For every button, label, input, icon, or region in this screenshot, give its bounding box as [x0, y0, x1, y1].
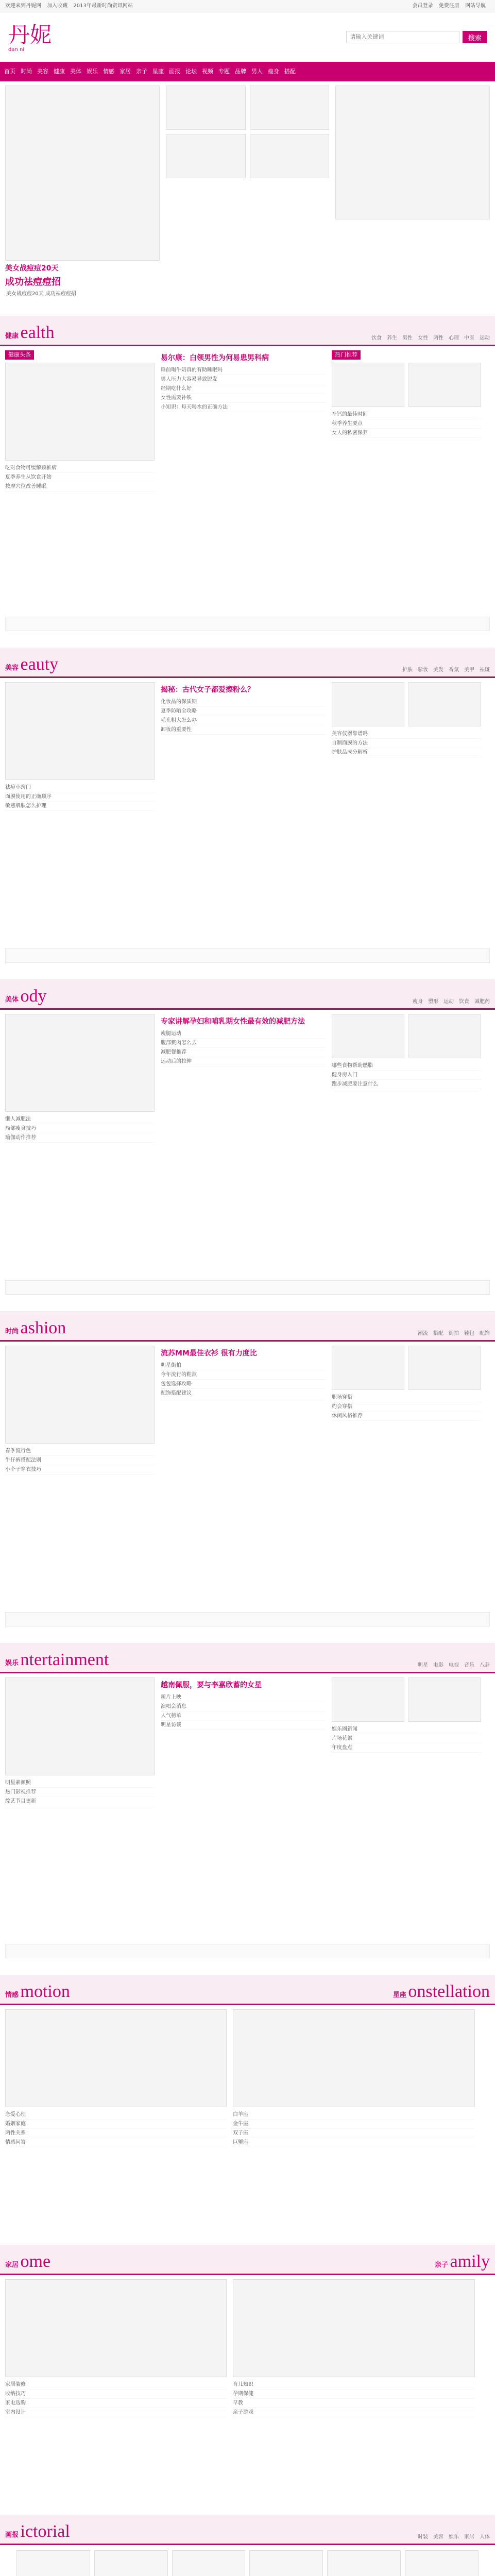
home-item[interactable]: 家电选购: [5, 2399, 227, 2408]
hero-title: 美女战痘痘20天: [5, 264, 59, 273]
health-mid-title[interactable]: 易尔康：白领男性为何易患男科病: [161, 353, 269, 362]
health-link[interactable]: 心理: [449, 335, 459, 341]
ent-right: [332, 1677, 481, 1806]
nav-item[interactable]: 品牌: [235, 67, 246, 75]
health-cn-title: 健康: [5, 332, 19, 340]
ent-left-item[interactable]: 明星素颜照: [5, 1778, 155, 1788]
emotion-list: [5, 2110, 227, 2147]
fashion-left: [5, 1346, 155, 1475]
beauty-left-item[interactable]: 敏感肌肤怎么护理: [5, 802, 155, 811]
body-en-title: ody: [20, 986, 47, 1006]
hero-caption: 美女战痘痘20天 成功祛痘痘招: [6, 291, 76, 297]
beauty-cn-title: 美容: [5, 664, 19, 672]
ent-left-image[interactable]: [5, 1677, 155, 1775]
health-mid-item[interactable]: 女性需要补铁: [161, 394, 326, 403]
ent-left-item[interactable]: 综艺节目更新: [5, 1797, 155, 1806]
body-mid-item[interactable]: 运动后的拉伸: [161, 1057, 326, 1066]
body-mid-item[interactable]: 减肥餐推荐: [161, 1048, 326, 1057]
health-link[interactable]: 运动: [480, 335, 490, 341]
body-links: [413, 998, 490, 1005]
ent-mid-list: [161, 1693, 326, 1730]
top-right: [413, 3, 490, 9]
fashion-left-item[interactable]: 春季流行色: [5, 1447, 155, 1456]
logo-subtext: dan ni: [8, 46, 25, 53]
nav-item[interactable]: 视频: [202, 67, 213, 75]
health-left-image[interactable]: [5, 363, 155, 461]
family-item[interactable]: 育儿知识: [233, 2380, 475, 2389]
ent-mid-title[interactable]: 越南佩服，要与李嘉欣蓄的女星: [161, 1681, 262, 1689]
beauty-mid-item[interactable]: 卸妆的重要性: [161, 725, 326, 735]
nav-item[interactable]: 美容: [37, 67, 48, 75]
family-item[interactable]: 亲子游戏: [233, 2408, 475, 2417]
ent-mid: [161, 1677, 326, 1806]
ent-link[interactable]: 八卦: [480, 1662, 490, 1668]
body-right-thumb[interactable]: [408, 1014, 481, 1058]
pictorial-link[interactable]: 时装: [418, 2534, 428, 2540]
health-right-item[interactable]: 补钙的最佳时间: [332, 410, 481, 419]
ent-left-item[interactable]: 热门影视推荐: [5, 1788, 155, 1797]
fashion-mid-item[interactable]: 今年流行的鞋款: [161, 1370, 326, 1380]
health-link[interactable]: 饮食: [371, 335, 382, 341]
body-banner: [5, 1280, 490, 1295]
home-section: [0, 2245, 495, 2502]
ent-right-thumb[interactable]: [408, 1677, 481, 1722]
family-right: [233, 2279, 475, 2417]
beauty-right-list: [332, 730, 481, 757]
fashion-right-list: [332, 1393, 481, 1421]
health-right-thumb[interactable]: [332, 363, 404, 407]
emotion-cn-title: 情感: [5, 1991, 19, 1999]
body-link[interactable]: 运动: [443, 998, 454, 1005]
fashion-right: [332, 1346, 481, 1475]
logo-text: 丹妮: [8, 22, 52, 48]
emotion-left: [5, 2009, 227, 2147]
home-en-title: ome: [20, 2251, 51, 2271]
hero-thumb[interactable]: [166, 134, 246, 178]
body-mid-item[interactable]: 腹部赘肉怎么去: [161, 1039, 326, 1048]
emotion-item[interactable]: 恋爱心理: [5, 2110, 227, 2120]
emotion-header: [0, 1975, 495, 2005]
beauty-left: [5, 682, 155, 811]
pictorial-gallery: [0, 2550, 495, 2576]
hero-subtitle: 成功祛痘痘招: [5, 277, 61, 288]
health-header: [0, 316, 495, 346]
fashion-link[interactable]: 街拍: [449, 1330, 459, 1336]
search-button[interactable]: 搜索: [463, 31, 487, 43]
ent-right-thumb[interactable]: [332, 1677, 404, 1722]
beauty-en-title: eauty: [20, 654, 59, 674]
beauty-mid-list: [161, 698, 326, 735]
emotion-item[interactable]: 情感问答: [5, 2138, 227, 2147]
health-right-item[interactable]: 秋季养生要点: [332, 419, 481, 429]
constellation-image[interactable]: [233, 2009, 475, 2107]
fashion-body: [0, 1342, 495, 1479]
health-mid-item[interactable]: 小知识：每天喝水的正确方法: [161, 403, 326, 412]
gallery-thumb[interactable]: [405, 2550, 479, 2576]
health-right-item[interactable]: 女人的私密保养: [332, 429, 481, 438]
pictorial-link[interactable]: 娱乐: [449, 2534, 459, 2540]
health-en-title: ealth: [20, 323, 55, 342]
fashion-right-item[interactable]: 约会穿搭: [332, 1402, 481, 1412]
nav-item[interactable]: 家居: [120, 67, 131, 75]
beauty-link[interactable]: 祛斑: [480, 667, 490, 673]
body-body: [0, 1010, 495, 1147]
health-mid-item[interactable]: 睡前喝牛奶真的有助睡眠吗: [161, 366, 326, 375]
emotion-body: [0, 2005, 495, 2151]
gallery-thumb[interactable]: [94, 2550, 168, 2576]
body-left-item[interactable]: 瑜伽动作推荐: [5, 1133, 155, 1143]
hero-image[interactable]: [5, 86, 160, 261]
body-right-list: [332, 1061, 481, 1089]
beauty-banner: [5, 948, 490, 963]
home-cn-title: 家居: [5, 2261, 19, 2269]
body-header: [0, 980, 495, 1010]
body-right: [332, 1014, 481, 1143]
emotion-item[interactable]: 婚姻家庭: [5, 2120, 227, 2129]
top-sitemap[interactable]: 网站导航: [465, 3, 486, 9]
nav-item[interactable]: 论坛: [185, 67, 197, 75]
beauty-section: [0, 648, 495, 967]
pictorial-header: [0, 2515, 495, 2545]
beauty-right-item[interactable]: 护肤品成分解析: [332, 748, 481, 757]
health-section: [0, 316, 495, 635]
home-left: [5, 2279, 227, 2417]
ent-left: [5, 1677, 155, 1806]
health-left-title: 健康头条: [5, 350, 34, 360]
family-cn-title: 亲子: [435, 2261, 449, 2269]
pictorial-en-title: ictorial: [20, 2521, 70, 2541]
beauty-link[interactable]: 彩妆: [418, 667, 428, 673]
fashion-right-item[interactable]: 休闲风格推荐: [332, 1412, 481, 1421]
ent-body: [0, 1673, 495, 1810]
ent-en-title: ntertainment: [20, 1650, 109, 1669]
top-left: [5, 3, 137, 9]
beauty-link[interactable]: 美发: [433, 667, 443, 673]
top-link-2[interactable]: 加入收藏: [47, 3, 68, 9]
beauty-right-item[interactable]: 自制面膜的方法: [332, 739, 481, 748]
beauty-body: [0, 678, 495, 815]
health-left-list: [5, 464, 155, 492]
beauty-right-thumb[interactable]: [408, 682, 481, 726]
gallery-thumb[interactable]: [327, 2550, 401, 2576]
home-item[interactable]: 室内设计: [5, 2408, 227, 2417]
nav-item[interactable]: 娱乐: [87, 67, 98, 75]
health-right-title: 热门推荐: [332, 350, 361, 360]
beauty-left-image[interactable]: [5, 682, 155, 780]
nav-item[interactable]: 男人: [251, 67, 263, 75]
beauty-left-item[interactable]: 祛痘小窍门: [5, 783, 155, 792]
ent-mid-item[interactable]: 新片上映: [161, 1693, 326, 1702]
body-link[interactable]: 饮食: [459, 998, 469, 1005]
body-left-item[interactable]: 局部瘦身技巧: [5, 1124, 155, 1133]
top-link-1[interactable]: 欢迎来到丹妮网: [5, 3, 41, 9]
ent-right-item[interactable]: 娱乐圈新闻: [332, 1725, 481, 1734]
ent-mid-item[interactable]: 明星访谈: [161, 1721, 326, 1730]
pictorial-section: [0, 2515, 495, 2576]
gallery-thumb[interactable]: [249, 2550, 323, 2576]
body-mid-list: [161, 1029, 326, 1066]
body-cn-title: 美体: [5, 995, 19, 1004]
fashion-right-grid: [332, 1346, 481, 1390]
nav-item[interactable]: 首页: [4, 67, 15, 75]
body-right-item[interactable]: 哪些食物帮助燃脂: [332, 1061, 481, 1071]
fashion-link[interactable]: 搭配: [433, 1330, 443, 1336]
body-left-image[interactable]: [5, 1014, 155, 1112]
beauty-link[interactable]: 香氛: [449, 667, 459, 673]
health-mid-item[interactable]: 男人压力大容易导致脱发: [161, 375, 326, 384]
fashion-mid-item[interactable]: 配饰搭配建议: [161, 1389, 326, 1398]
constellation-item[interactable]: 双子座: [233, 2129, 475, 2138]
emotion-en-title: motion: [20, 1981, 70, 2001]
health-link[interactable]: 中医: [464, 335, 474, 341]
gallery-thumb[interactable]: [16, 2550, 90, 2576]
fashion-right-item[interactable]: 职场穿搭: [332, 1393, 481, 1402]
beauty-link[interactable]: 护肤: [402, 667, 413, 673]
nav-item[interactable]: 搭配: [284, 67, 296, 75]
nav-item[interactable]: 情感: [103, 67, 114, 75]
beauty-right: [332, 682, 481, 811]
ent-mid-item[interactable]: 人气榜单: [161, 1711, 326, 1721]
pictorial-link[interactable]: 家居: [464, 2534, 474, 2540]
health-body: [0, 346, 495, 496]
ent-section: [0, 1643, 495, 1962]
home-list: [5, 2380, 227, 2417]
family-item[interactable]: 早教: [233, 2399, 475, 2408]
search-input[interactable]: [346, 31, 459, 43]
hero-left: [5, 86, 160, 299]
body-left: [5, 1014, 155, 1143]
beauty-left-item[interactable]: 面膜使用的正确顺序: [5, 792, 155, 802]
ent-mid-item[interactable]: 演唱会消息: [161, 1702, 326, 1711]
ent-link[interactable]: 电影: [433, 1662, 443, 1668]
nav-item[interactable]: 美体: [70, 67, 81, 75]
health-mid-item[interactable]: 经期吃什么好: [161, 384, 326, 394]
health-mid-list: [161, 366, 326, 412]
health-link[interactable]: 男性: [402, 335, 413, 341]
body-mid: [161, 1014, 326, 1143]
fashion-en-title: ashion: [20, 1318, 66, 1337]
body-right-item[interactable]: 跑步减肥要注意什么: [332, 1080, 481, 1089]
body-link[interactable]: 瘦身: [413, 998, 423, 1005]
gallery-thumb[interactable]: [172, 2550, 246, 2576]
health-right-list: [332, 410, 481, 438]
fashion-left-image[interactable]: [5, 1346, 155, 1444]
pictorial-link[interactable]: 人体: [480, 2534, 490, 2540]
health-mid: [161, 350, 326, 492]
top-login[interactable]: 会员登录: [412, 3, 433, 9]
health-right-thumb[interactable]: [408, 363, 481, 407]
family-en-title: amily: [450, 2251, 490, 2271]
body-left-list: [5, 1115, 155, 1143]
family-item[interactable]: 孕期保健: [233, 2389, 475, 2399]
beauty-mid-item[interactable]: 毛孔粗大怎么办: [161, 716, 326, 725]
fashion-mid-title[interactable]: 流苏MM最佳衣衫 很有力度比: [161, 1349, 257, 1358]
top-register[interactable]: 免费注册: [438, 3, 459, 9]
nav-item[interactable]: 亲子: [136, 67, 147, 75]
emotion-image[interactable]: [5, 2009, 227, 2107]
hero-grid: [166, 86, 329, 178]
pictorial-links: [418, 2534, 490, 2540]
ent-right-list: [332, 1725, 481, 1753]
home-image[interactable]: [5, 2279, 227, 2377]
body-right-grid: [332, 1014, 481, 1058]
home-header: [0, 2245, 495, 2275]
ent-right-item[interactable]: 年度盘点: [332, 1743, 481, 1753]
fashion-mid-list: [161, 1361, 326, 1398]
pictorial-link[interactable]: 美容: [433, 2534, 443, 2540]
fashion-left-item[interactable]: 牛仔裤搭配法则: [5, 1456, 155, 1465]
logo[interactable]: [8, 21, 52, 53]
body-right-item[interactable]: 健身房入门: [332, 1071, 481, 1080]
constellation-item[interactable]: 巨蟹座: [233, 2138, 475, 2147]
fashion-links: [418, 1330, 490, 1337]
fashion-link[interactable]: 配饰: [480, 1330, 490, 1336]
constellation-item[interactable]: 金牛座: [233, 2120, 475, 2129]
health-right: [332, 350, 481, 492]
health-link[interactable]: 女性: [418, 335, 428, 341]
beauty-links: [402, 667, 490, 673]
fashion-right-thumb[interactable]: [332, 1346, 404, 1390]
ent-left-list: [5, 1778, 155, 1806]
body-section: [0, 979, 495, 1299]
hero-thumb[interactable]: [250, 86, 330, 130]
main-navigation: [0, 62, 495, 81]
hero-right-image[interactable]: [335, 86, 490, 219]
health-left-item[interactable]: 吃对食物可缓解颈椎病: [5, 464, 155, 473]
body-mid-item[interactable]: 瘦腿运动: [161, 1029, 326, 1039]
constellation-item[interactable]: 白羊座: [233, 2110, 475, 2120]
health-left-item[interactable]: 按摩穴位改善睡眠: [5, 482, 155, 492]
nav-item[interactable]: 瘦身: [268, 67, 279, 75]
body-right-thumb[interactable]: [332, 1014, 404, 1058]
fashion-mid-item[interactable]: 明星街拍: [161, 1361, 326, 1370]
beauty-left-list: [5, 783, 155, 811]
ent-links: [418, 1662, 490, 1669]
home-item[interactable]: 收纳技巧: [5, 2389, 227, 2399]
beauty-right-thumb[interactable]: [332, 682, 404, 726]
health-right-grid: [332, 363, 481, 407]
home-body: [0, 2275, 495, 2421]
fashion-mid-item[interactable]: 包包选择攻略: [161, 1380, 326, 1389]
health-links: [371, 335, 490, 342]
emotion-section: [0, 1975, 495, 2232]
beauty-mid-item[interactable]: 夏季防晒全攻略: [161, 707, 326, 716]
hero-row: [0, 81, 495, 303]
beauty-header: [0, 648, 495, 678]
health-left: [5, 350, 155, 492]
ent-banner: [5, 1944, 490, 1958]
beauty-right-grid: [332, 682, 481, 726]
hero-mid: [166, 86, 329, 299]
fashion-banner: [5, 1612, 490, 1626]
top-bar: [0, 0, 495, 12]
fashion-right-thumb[interactable]: [408, 1346, 481, 1390]
nav-item[interactable]: 星座: [152, 67, 164, 75]
ent-right-item[interactable]: 片场花絮: [332, 1734, 481, 1743]
home-item[interactable]: 家居装修: [5, 2380, 227, 2389]
health-left-item[interactable]: 夏季养生从饮食开始: [5, 473, 155, 482]
constellation-en-title: onstellation: [408, 1981, 490, 2001]
ent-header: [0, 1643, 495, 1673]
ent-link[interactable]: 音乐: [464, 1662, 474, 1668]
beauty-mid: [161, 682, 326, 811]
fashion-mid: [161, 1346, 326, 1475]
hero-right: [335, 86, 490, 299]
ent-cn-title: 娱乐: [5, 1659, 19, 1667]
beauty-mid-item[interactable]: 化妆品的保质期: [161, 698, 326, 707]
top-link-3[interactable]: 2013年最新时尚资讯网站: [73, 3, 133, 9]
constellation-list: [233, 2110, 475, 2147]
beauty-link[interactable]: 美甲: [464, 667, 474, 673]
nav-item[interactable]: 画报: [169, 67, 180, 75]
fashion-header: [0, 1312, 495, 1342]
fashion-link[interactable]: 潮流: [418, 1330, 428, 1336]
body-link[interactable]: 减肥药: [474, 998, 490, 1005]
beauty-right-item[interactable]: 美容仪器靠谱吗: [332, 730, 481, 739]
health-link[interactable]: 两性: [433, 335, 443, 341]
fashion-left-list: [5, 1447, 155, 1475]
body-left-item[interactable]: 懒人减肥法: [5, 1115, 155, 1124]
ent-link[interactable]: 电视: [449, 1662, 459, 1668]
nav-item[interactable]: 专题: [218, 67, 230, 75]
ent-right-grid: [332, 1677, 481, 1722]
beauty-mid-title[interactable]: 揭秘：古代女子都爱擦粉么？: [161, 685, 254, 694]
search-area: [346, 31, 487, 43]
constellation-right: [233, 2009, 475, 2147]
health-link[interactable]: 养生: [387, 335, 397, 341]
body-mid-title[interactable]: 专家讲解孕妇和哺乳期女性最有效的减肥方法: [161, 1017, 305, 1026]
constellation-cn-title: 星座: [392, 1991, 406, 1999]
nav-item[interactable]: 时尚: [21, 67, 32, 75]
pictorial-cn-title: 画报: [5, 2531, 19, 2539]
hero-thumb[interactable]: [166, 86, 246, 130]
health-banner: [5, 617, 490, 631]
family-list: [233, 2380, 475, 2417]
fashion-section: [0, 1311, 495, 1631]
ent-link[interactable]: 明星: [418, 1662, 428, 1668]
fashion-link[interactable]: 鞋包: [464, 1330, 474, 1336]
fashion-left-item[interactable]: 小个子穿衣技巧: [5, 1465, 155, 1475]
nav-item[interactable]: 健康: [54, 67, 65, 75]
hero-thumb[interactable]: [250, 134, 330, 178]
brand-bar: [0, 12, 495, 62]
fashion-cn-title: 时尚: [5, 1327, 19, 1335]
emotion-item[interactable]: 两性关系: [5, 2129, 227, 2138]
family-image[interactable]: [233, 2279, 475, 2377]
body-link[interactable]: 塑形: [428, 998, 438, 1005]
